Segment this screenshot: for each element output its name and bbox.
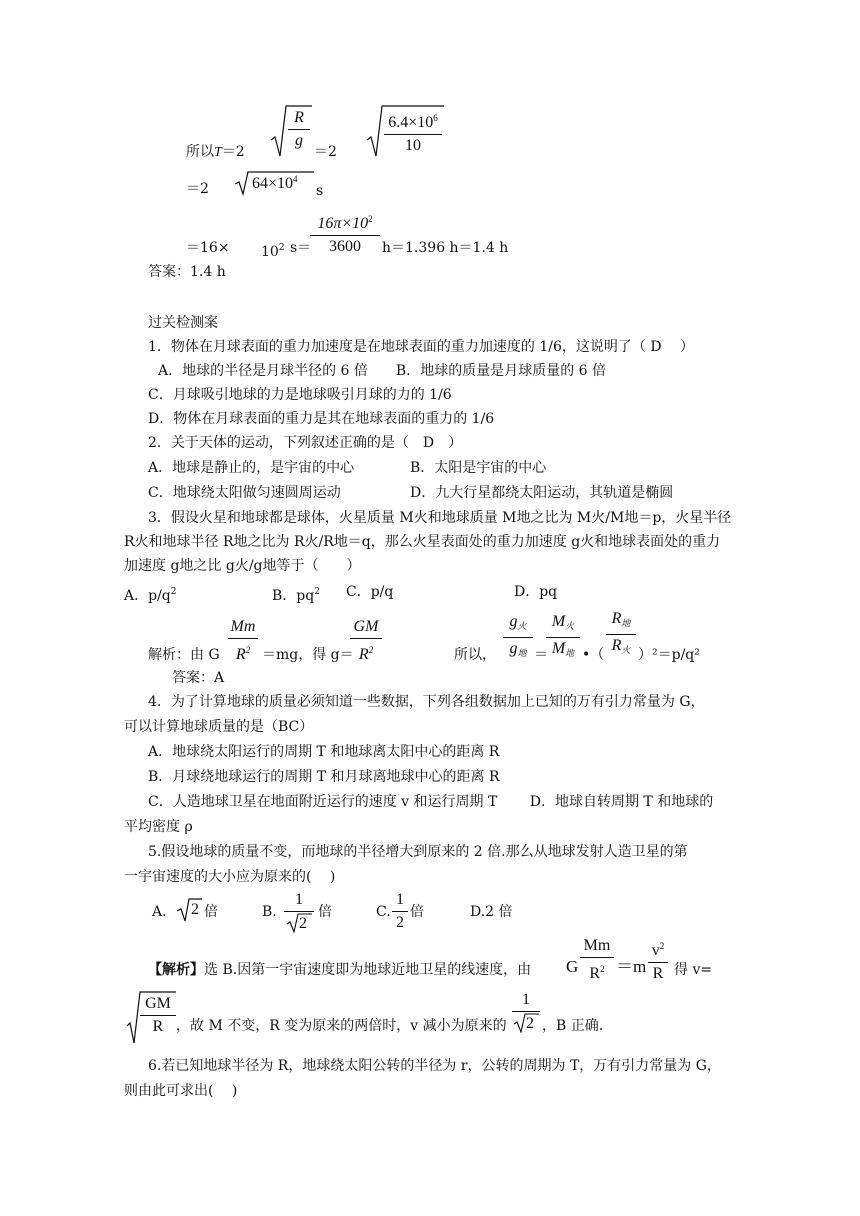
worked-line3-tail: h＝1.396 h＝1.4 h [382,240,509,256]
fraction-16pi-over-3600: $16\pi\times 10^2$ 3600 [310,209,380,257]
worked-line3-c: s＝ [290,240,312,256]
q3-solution-prefix: 解析：由 G [148,647,220,663]
q4-option-c-cont: 平均密度 ρ [124,819,193,835]
q5-option-c-tail: 倍 [410,904,424,920]
q6-line2: 则由此可求出( ) [124,1083,238,1099]
worked-line2-unit: s [316,183,324,199]
q5-solution-text: 【解析】选 B.因第一宇宙速度即为地球近地卫星的线速度，由 [148,962,532,978]
q1-option-c: C．月球吸引地球的力是地球吸引月球的力的 1/6 [148,387,452,403]
q4-line2: 可以计算地球质量的是（BC） [124,719,314,735]
q3-frac-mm-over-r2: Mm $R^2$ [228,617,258,665]
q3-option-a: A．$p/q^2$ [124,587,177,604]
radical-64e4: $64\times 10^4$ [234,170,314,196]
q3-solution-tail: ）²＝p/q² [638,647,700,663]
q5-option-c-frac: 1 2 [392,890,408,933]
q3-line2: R火和地球半径 R地之比为 R火/R地＝q，那么火星表面处的重力加速度 g火和地球表面处的重力 [124,534,721,550]
q2-option-b: B．太阳是宇宙的中心 [410,460,547,476]
q3-option-c: C．p/q [346,584,394,600]
q5-sol-get: 得 v= [674,962,713,978]
q3-frac-r-ratio: $R_地$ $R_火$ [606,609,636,660]
worked-line2-eq: ＝2 [186,181,209,197]
q5-line2: 一宇宙速度的大小应为原来的( ) [124,869,336,885]
worked-eq2: ＝2 [314,144,337,160]
q2-option-a: A．地球是静止的，是宇宙的中心 [148,460,355,476]
q5-option-a-label: A. [152,904,167,920]
q3-line1: 3．假设火星和地球都是球体，火星质量 M火和地球质量 M地之比为 M火/M地＝p，火星半径 [148,510,732,526]
q1-stem: 1．物体在月球表面的重力加速度是在地球表面的重力加速度的 1/6，这说明了（ D ） [148,339,695,355]
q4-option-a: A．地球绕太阳运行的周期 T 和地球离太阳中心的距离 R [148,744,500,760]
worked-answer: 答案：1.4 h [148,264,226,280]
q5-option-a-sqrt2: 2 [176,897,202,923]
q3-answer: 答案：A [172,670,225,686]
q5-option-b-label: B. [262,904,277,920]
q5-sol-mid: ，故 M 不变，R 变为原来的两倍时，v 减小为原来的 [176,1018,507,1034]
q3-frac-m-ratio: $M_火$ $M_地$ [546,612,580,663]
q5-sol-g: G [566,957,579,976]
q5-option-d: D.2 倍 [470,904,513,920]
q3-option-b: B．$pq^2$ [272,587,320,604]
q3-line3: 加速度 g地之比 g火/g地等于（ ） [124,558,361,574]
radical-64e6-over-10: $6.4\times 10^6$ 10 [366,104,444,160]
q3-solution-so: 所以， [454,647,496,663]
q5-sol-frac-mm-r2: Mm $R^2$ [580,936,614,984]
q5-line1: 5.假设地球的质量不变，而地球的半径增大到原来的 2 倍.那么从地球发射人造卫星的第 [148,844,688,860]
q5-option-c-label: C. [376,904,391,920]
q3-frac-gm-over-r2: GM $R^2$ [350,617,382,665]
q6-line1: 6.若已知地球半径为 R，地球绕太阳公转的半径为 r，公转的周期为 T，万有引力常量为 G， [148,1058,721,1074]
worked-line1-prefix: 所以T＝2 [186,144,245,160]
q3-solution-mid: ＝mg，得 g＝ [262,647,354,663]
q5-sol-eq-m: ＝m [616,957,647,976]
q4-line1: 4．为了计算地球的质量必须知道一些数据，下列各组数据加上已知的万有引力常量为 G， [148,694,705,710]
section-title: 过关检测案 [148,315,218,331]
q5-sol-sqrt-gm-r: GM R [126,990,176,1046]
q5-option-b-tail: 倍 [318,904,332,920]
q5-option-b-frac: 1 2 [284,890,314,933]
q4-option-c: C．人造地球卫星在地面附近运行的速度 v 和运行周期 T D．地球自转周期 T 和地球的 [148,794,714,810]
q3-frac-g-ratio: $g_火$ $g_地$ [503,612,533,663]
radical-r-over-g: R g [270,104,312,160]
q2-option-d: D．九大行星都绕太阳运动，其轨道是椭圆 [410,485,674,501]
q5-sol-frac-v2-r: $v^2$ R [648,936,668,984]
worked-line3-a: ＝16× [186,240,230,256]
worked-line3-b: $10^2$ [261,243,285,260]
q5-sol-end: ，B 正确. [542,1018,604,1034]
q5-sol-frac-1-sqrt2: 1 2 [512,990,540,1033]
q2-stem: 2．关于天体的运动，下列叙述正确的是（ D ） [148,435,463,451]
q2-option-c: C．地球绕太阳做匀速圆周运动 [148,485,341,501]
q3-option-d: D．pq [514,584,558,600]
q3-eq1: ＝ [534,647,548,663]
q3-dot: •（ [582,647,605,663]
q5-option-a-tail: 倍 [204,904,218,920]
q1-options-ab: A．地球的半径是月球半径的 6 倍 B．地球的质量是月球质量的 6 倍 [158,363,607,379]
q5-solution-tag: 【解析】 [148,962,204,978]
q1-option-d: D．物体在月球表面的重力是其在地球表面的重力的 1/6 [148,411,495,427]
q4-option-b: B．月球绕地球运行的周期 T 和月球离地球中心的距离 R [148,769,500,785]
